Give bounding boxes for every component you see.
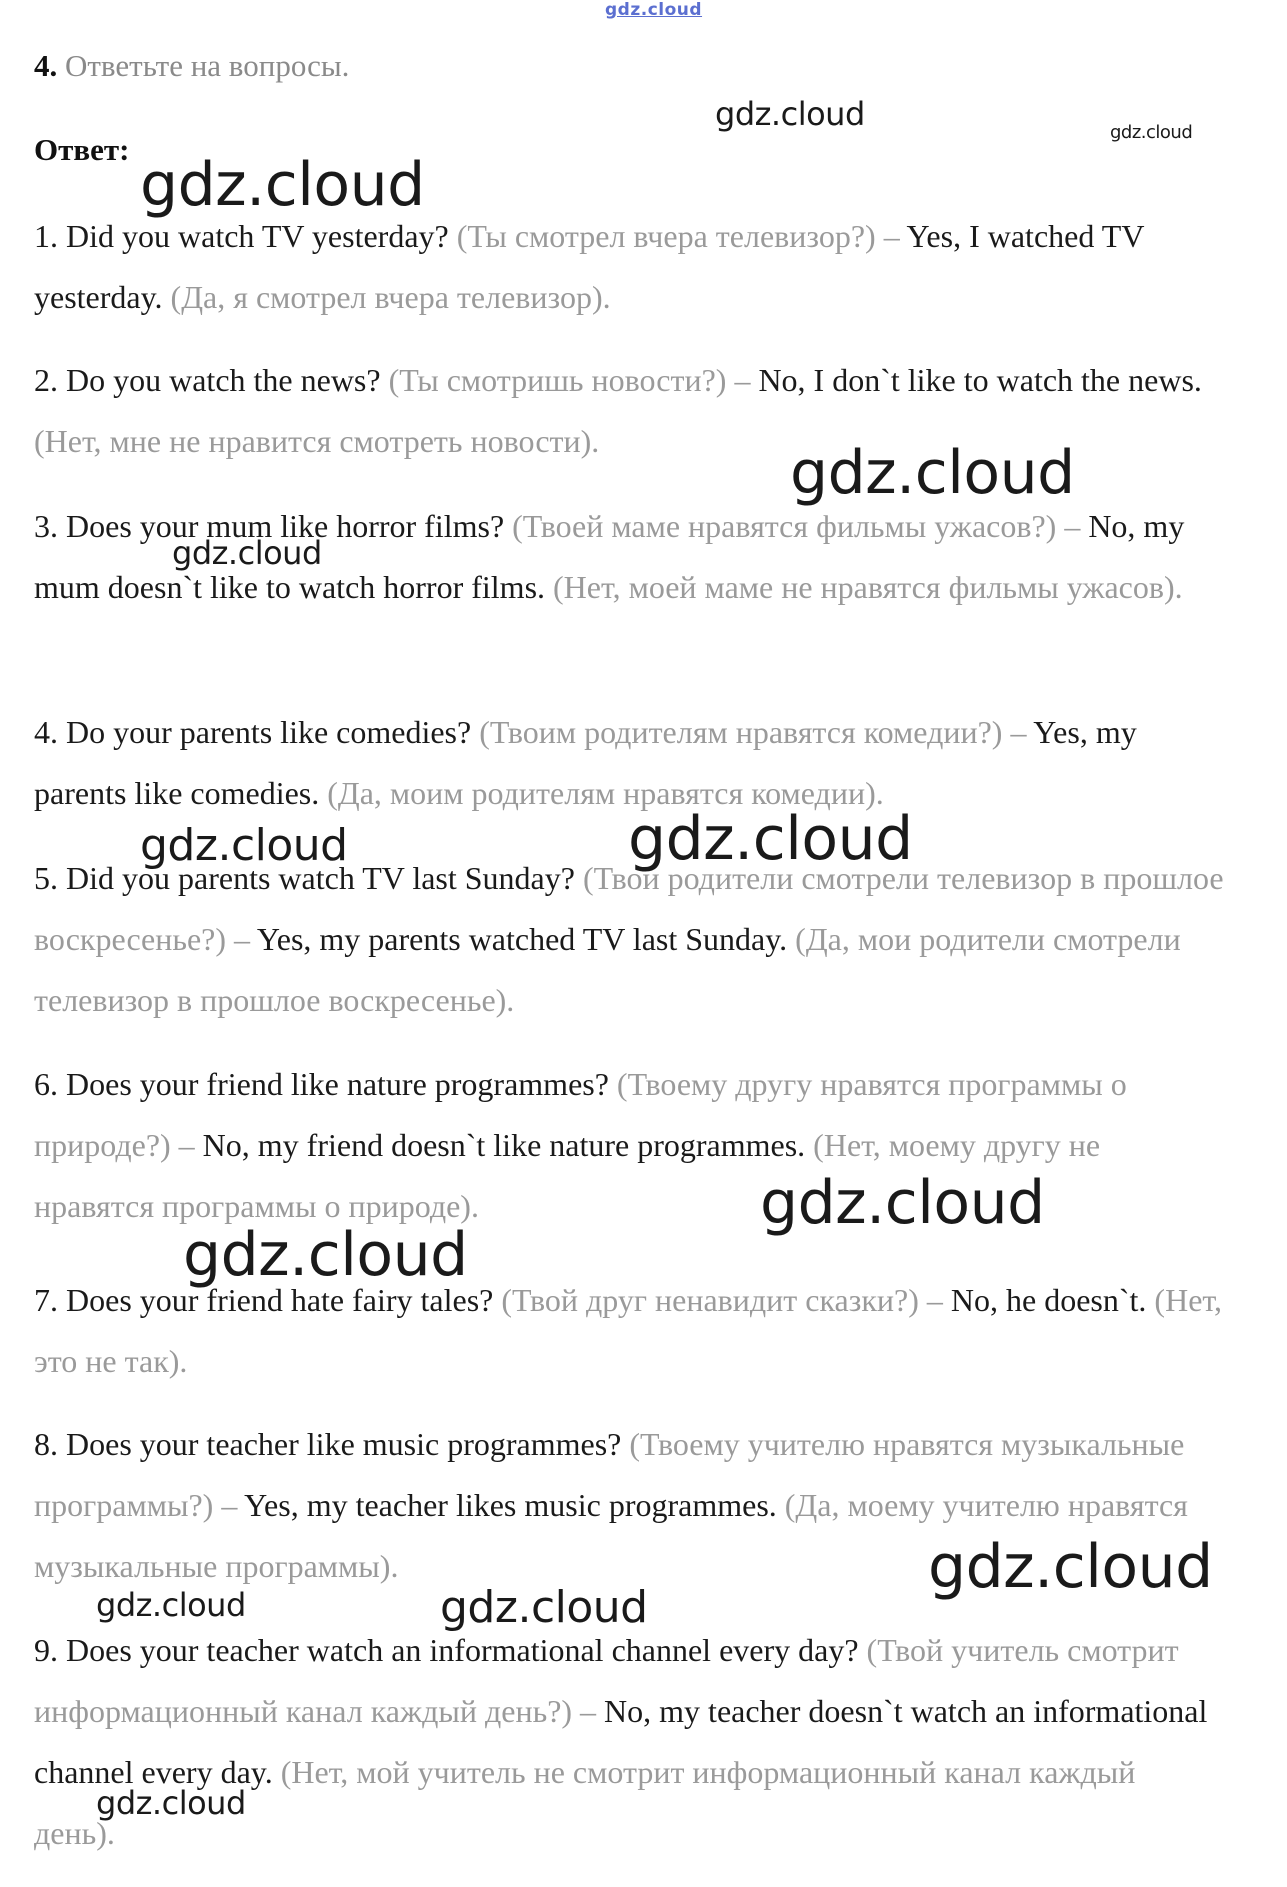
watermark: gdz.cloud: [96, 1784, 246, 1822]
question-en: 4. Do your parents like comedies?: [34, 714, 472, 750]
question-ru: (Твоему другу нравятся программы о природе?) –: [34, 1066, 1127, 1163]
task-heading: [34, 46, 349, 86]
question-en: 2. Do you watch the news?: [34, 362, 381, 398]
answer-en: Yes, my parents watched TV last Sunday.: [256, 921, 788, 957]
question-en: 6. Does your friend like nature programmes?: [34, 1066, 609, 1102]
question-en: 3. Does your mum like horror films?: [34, 508, 505, 544]
question-ru: (Твоей маме нравятся фильмы ужасов?) –: [512, 508, 1081, 544]
answer-ru: (Да, мои родители смотрели телевизор в прошлое воскресенье).: [34, 921, 1181, 1018]
task-number: 4.: [34, 48, 58, 83]
watermark: gdz.cloud: [440, 1582, 648, 1633]
answer-ru: (Да, я смотрел вчера телевизор).: [170, 279, 611, 315]
watermark: gdz.cloud: [96, 1586, 246, 1624]
answer-ru: (Да, моему учителю нравятся музыкальные программы).: [34, 1487, 1188, 1584]
answer-ru: (Нет, это не так).: [34, 1282, 1222, 1379]
question-ru: (Твои родители смотрели телевизор в прошлое воскресенье?) –: [34, 860, 1224, 957]
question-en: 5. Did you parents watch TV last Sunday?: [34, 860, 575, 896]
watermark: gdz.cloud: [928, 1532, 1213, 1602]
answer-en: No, my teacher doesn`t watch an informational channel every day.: [34, 1693, 1208, 1790]
answer-ru: (Нет, мне не нравится смотреть новости).: [34, 423, 600, 459]
question-ru: (Ты смотрел вчера телевизор?) –: [456, 218, 900, 254]
answer-en: No, he doesn`t.: [950, 1282, 1147, 1318]
answer-en: Yes, my teacher likes music programmes.: [244, 1487, 777, 1523]
question-en: 8. Does your teacher like music programmes?: [34, 1426, 622, 1462]
watermark: gdz.cloud: [172, 534, 322, 572]
answer-en: Yes, my parents like comedies.: [34, 714, 1137, 811]
question-ru: (Твоему учителю нравятся музыкальные программы?) –: [34, 1426, 1185, 1523]
answer-en: Yes, I watched TV yesterday.: [34, 218, 1144, 315]
header-watermark[interactable]: gdz.cloud: [605, 0, 703, 20]
answer-en: No, I don`t like to watch the news.: [758, 362, 1202, 398]
answer-ru: (Нет, мой учитель не смотрит информационный канал каждый день).: [34, 1754, 1136, 1851]
watermark: gdz.cloud: [183, 1220, 468, 1290]
answer-en: No, my friend doesn`t like nature programmes.: [202, 1127, 806, 1163]
question-ru: (Твой учитель смотрит информационный канал каждый день?) –: [34, 1632, 1179, 1729]
question-en: 7. Does your friend hate fairy tales?: [34, 1282, 494, 1318]
answer-label: Ответ:: [34, 132, 130, 167]
answer-en: No, my mum doesn`t like to watch horror films.: [34, 508, 1185, 605]
watermark: gdz.cloud: [760, 1168, 1045, 1238]
watermark: gdz.cloud: [790, 438, 1075, 508]
watermark: gdz.cloud: [140, 820, 348, 871]
watermark: gdz.cloud: [715, 95, 865, 133]
answer-item-1: [34, 206, 1224, 328]
watermark: gdz.cloud: [628, 804, 913, 874]
answer-item-6: [34, 1054, 1224, 1237]
answer-ru: (Нет, моей маме не нравятся фильмы ужасов).: [553, 569, 1183, 605]
question-en: 1. Did you watch TV yesterday?: [34, 218, 449, 254]
question-ru: (Ты смотришь новости?) –: [388, 362, 751, 398]
answer-ru: (Да, моим родителям нравятся комедии).: [327, 775, 884, 811]
answer-item-5: [34, 848, 1224, 1031]
question-ru: (Твоим родителям нравятся комедии?) –: [479, 714, 1027, 750]
answer-ru: (Нет, моему другу не нравятся программы о природе).: [34, 1127, 1101, 1224]
question-en: 9. Does your teacher watch an informational channel every day?: [34, 1632, 859, 1668]
answer-item-9: [34, 1620, 1224, 1864]
watermark: gdz.cloud: [1110, 122, 1193, 143]
watermark: gdz.cloud: [140, 150, 425, 220]
task-text: Ответьте на вопросы.: [65, 48, 350, 83]
question-ru: (Твой друг ненавидит сказки?) –: [501, 1282, 943, 1318]
